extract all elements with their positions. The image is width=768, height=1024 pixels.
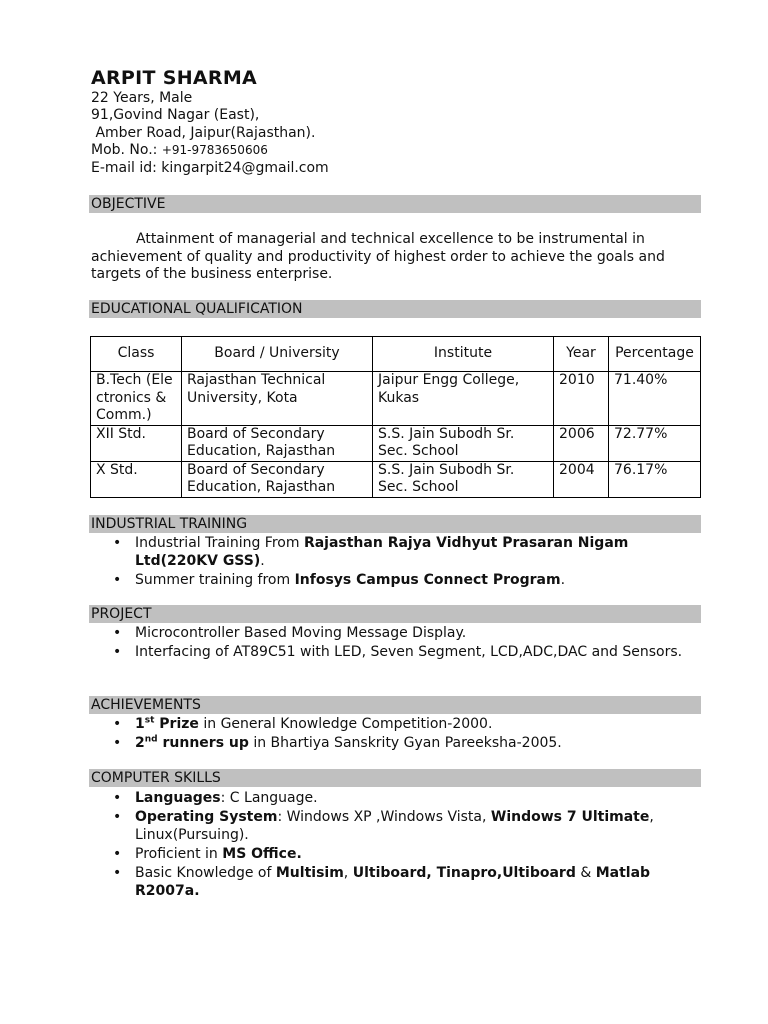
item-bold-text: Rajasthan Rajya Vidhyut Prasaran Nigam Ltd(220KV GSS): [135, 535, 629, 569]
age-gender: 22 Years, Male: [91, 90, 193, 106]
item-text: Industrial Training From: [135, 535, 304, 551]
item-text: : C Language.: [220, 790, 318, 806]
training-heading: INDUSTRIAL TRAINING: [89, 515, 701, 533]
item-bold-text: runners up: [157, 735, 249, 751]
list-item: [91, 734, 703, 752]
skills-heading: COMPUTER SKILLS: [89, 769, 701, 787]
item-text: , Linux(Pursuing).: [135, 809, 654, 843]
list-item: • Interfacing of AT89C51 with LED, Seven Segment, LCD,ADC,DAC and Sensors.: [91, 643, 703, 661]
table-cell: 2010: [554, 372, 609, 426]
item-text: Basic Knowledge of: [135, 865, 276, 881]
item-text: Summer training from: [135, 572, 295, 588]
table-cell: S.S. Jain Subodh Sr. Sec. School: [373, 461, 554, 497]
project-list: [91, 624, 703, 662]
table-cell: Board of Secondary Education, Rajasthan: [182, 425, 373, 461]
ordinal-suffix: nd: [144, 734, 158, 745]
list-item: [91, 571, 703, 589]
project-heading: PROJECT: [89, 605, 701, 623]
item-bold-text: Infosys Campus Connect Program: [294, 572, 561, 588]
skills-list: [91, 789, 703, 901]
achievements-heading: ACHIEVEMENTS: [89, 696, 701, 714]
table-cell: XII Std.: [91, 425, 182, 461]
item-text: in General Knowledge Competition-2000.: [198, 716, 493, 732]
objective-text: Attainment of managerial and technical excellence to be instrumental in achievement of quality and productivity of highest order to achieve the goals and targets of the business enterprise.: [91, 231, 665, 282]
table-header-row: [91, 337, 701, 372]
candidate-name: ARPIT SHARMA: [91, 67, 258, 89]
training-list: [91, 534, 703, 590]
item-bold-text: Ultiboard, Tinapro,Ultiboard: [352, 865, 576, 881]
item-text: in Bhartiya Sanskrity Gyan Pareeksha-2005.: [248, 735, 562, 751]
list-item: [91, 789, 703, 807]
item-text: : Windows XP ,Windows Vista,: [277, 809, 491, 825]
item-bold-text: Prize: [154, 716, 199, 732]
list-item: [91, 534, 703, 570]
mobile-line: [91, 142, 268, 159]
list-item: • Microcontroller Based Moving Message Display.: [91, 624, 703, 642]
item-text: .: [260, 553, 265, 569]
list-item: [91, 715, 703, 733]
item-text: &: [575, 865, 596, 881]
table-cell: X Std.: [91, 461, 182, 497]
objective-heading: OBJECTIVE: [89, 195, 701, 213]
mobile-number: +91-9783650606: [161, 143, 268, 157]
table-cell: S.S. Jain Subodh Sr. Sec. School: [373, 425, 554, 461]
address-line-1: 91,Govind Nagar (East),: [91, 107, 260, 123]
table-cell: 2006: [554, 425, 609, 461]
item-bold-text: Matlab R2007a.: [135, 865, 651, 899]
table-row: [91, 372, 701, 426]
item-text: Proficient in: [135, 846, 223, 862]
list-item: [91, 864, 703, 900]
education-heading: EDUCATIONAL QUALIFICATION: [89, 300, 701, 318]
table-header-cell: Class: [91, 337, 182, 372]
table-row: [91, 425, 701, 461]
address-line-2: Amber Road, Jaipur(Rajasthan).: [91, 125, 316, 141]
item-bold-text: Windows 7 Ultimate: [490, 809, 650, 825]
item-text: ,: [343, 865, 353, 881]
item-bold-text: MS Office.: [222, 846, 302, 862]
mobile-label: Mob. No.:: [91, 142, 162, 158]
education-table: [90, 336, 701, 498]
email-line: E-mail id: kingarpit24@gmail.com: [91, 160, 329, 176]
table-header-cell: Year: [554, 337, 609, 372]
table-header-cell: Board / University: [182, 337, 373, 372]
item-bold-text: Operating System: [135, 809, 278, 825]
table-header-cell: Percentage: [609, 337, 701, 372]
ordinal-suffix: st: [144, 715, 155, 726]
achievements-list: [91, 715, 703, 753]
item-bold-text: 1: [135, 716, 145, 732]
table-cell: Jaipur Engg College, Kukas: [373, 372, 554, 426]
table-cell: 2004: [554, 461, 609, 497]
item-bold-text: 2: [135, 735, 145, 751]
item-bold-text: Languages: [135, 790, 221, 806]
list-item: [91, 808, 703, 844]
table-row: [91, 461, 701, 497]
table-header-cell: Institute: [373, 337, 554, 372]
table-cell: B.Tech (Electronics & Comm.): [91, 372, 182, 426]
table-cell: 71.40%: [609, 372, 701, 426]
item-text: .: [560, 572, 566, 588]
table-cell: 72.77%: [609, 425, 701, 461]
table-cell: Board of Secondary Education, Rajasthan: [182, 461, 373, 497]
item-bold-text: Multisim: [275, 865, 344, 881]
list-item: [91, 845, 703, 863]
table-cell: Rajasthan Technical University, Kota: [182, 372, 373, 426]
table-cell: 76.17%: [609, 461, 701, 497]
